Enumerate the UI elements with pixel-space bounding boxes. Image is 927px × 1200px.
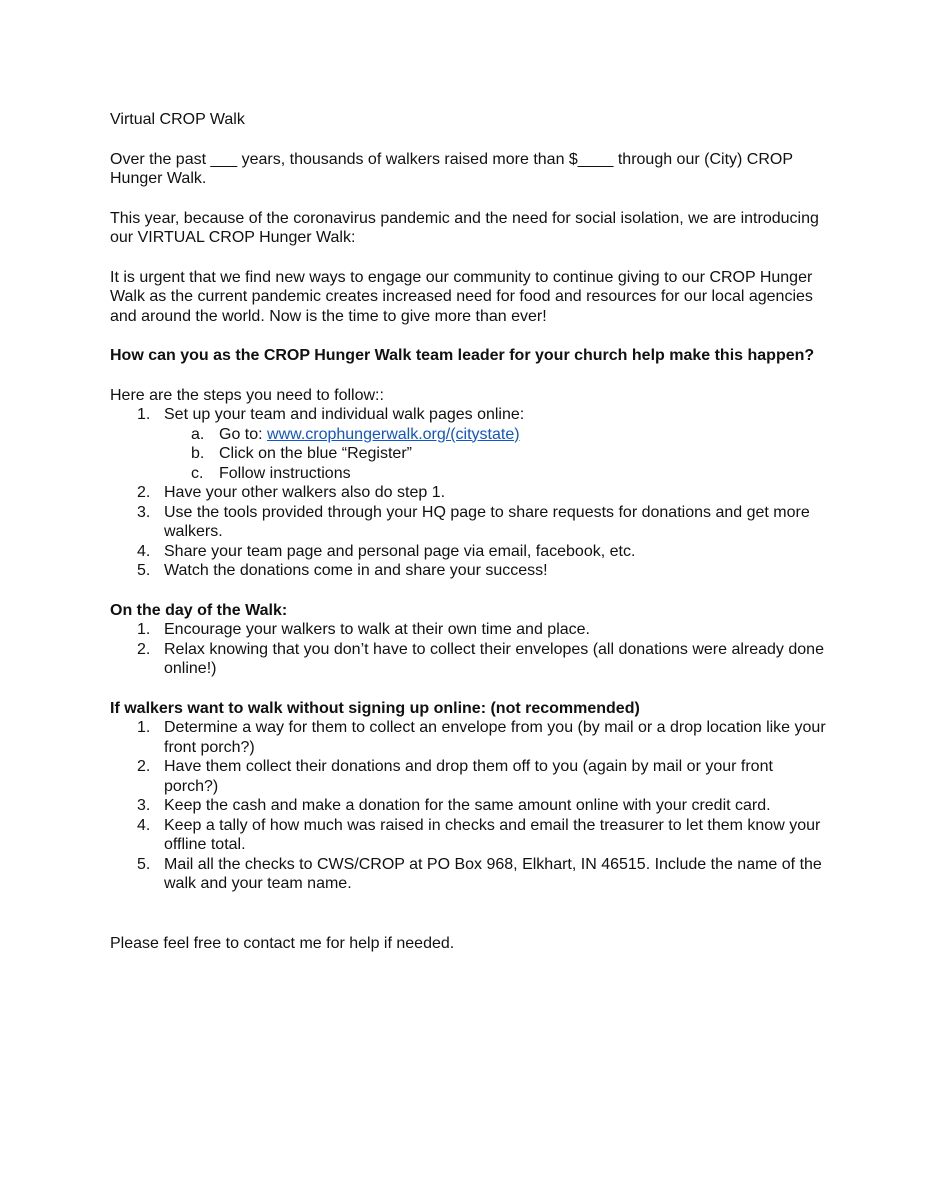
- list-number: 2.: [137, 484, 151, 501]
- list-item: [110, 718, 830, 757]
- walk-day-list: [110, 620, 830, 679]
- list-number: 2.: [137, 640, 151, 658]
- list-number: 5.: [137, 855, 151, 873]
- list-item: [110, 542, 830, 562]
- list-item-text: Share your team page and personal page via email, facebook, etc.: [164, 542, 636, 560]
- document-body: [110, 110, 830, 953]
- list-letter: b.: [191, 445, 205, 462]
- goto-label: Go to:: [219, 425, 268, 443]
- list-number: 4.: [137, 816, 151, 834]
- sub-list-item: [110, 444, 830, 464]
- crop-walk-link[interactable]: www.crophungerwalk.org/(citystate): [267, 425, 520, 443]
- list-letter: c.: [191, 464, 204, 482]
- intro-paragraph: Over the past ___ years, thousands of walkers raised more than $____ through our (City) CROP Hunger Walk.: [110, 150, 793, 187]
- offline-list: [110, 718, 830, 894]
- list-number: 3.: [137, 503, 151, 521]
- list-number: 1.: [137, 719, 151, 736]
- list-number: 3.: [137, 797, 151, 814]
- list-letter: a.: [191, 425, 205, 443]
- list-item-text: Keep a tally of how much was raised in checks and email the treasurer to let them know your offline total.: [164, 816, 821, 853]
- leader-question-heading: How can you as the CROP Hunger Walk team leader for your church help make this happen?: [110, 347, 815, 364]
- list-item-text: Keep the cash and make a donation for the same amount online with your credit card.: [164, 797, 771, 814]
- list-item-text: Set up your team and individual walk pages online:: [164, 406, 525, 423]
- list-item-text: Mail all the checks to CWS/CROP at PO Box 968, Elkhart, IN 46515. Include the name of the walk and your team name.: [164, 855, 822, 892]
- list-item: [110, 620, 830, 640]
- list-item-text: Have them collect their donations and drop them off to you (again by mail or your front porch?): [164, 758, 773, 795]
- list-item-text: Relax knowing that you don’t have to collect their envelopes (all donations were already done online!): [164, 640, 824, 677]
- walk-day-heading: On the day of the Walk:: [110, 601, 288, 619]
- sub-list-item-text: Follow instructions: [219, 464, 351, 482]
- list-item-text: Determine a way for them to collect an envelope from you (by mail or a drop location like your front porch?): [164, 719, 826, 756]
- list-item-text: Use the tools provided through your HQ page to share requests for donations and get more walkers.: [164, 503, 810, 540]
- document-title: Virtual CROP Walk: [110, 111, 245, 128]
- steps-section: [110, 386, 830, 581]
- list-number: 1.: [137, 621, 151, 638]
- list-item: [110, 483, 830, 503]
- virtual-walk-paragraph: This year, because of the coronavirus pandemic and the need for social isolation, we are introducing our VIRTUAL CROP Hunger Walk:: [110, 209, 819, 246]
- sub-list-item: [110, 425, 830, 445]
- offline-section: [110, 699, 830, 894]
- list-item: [110, 561, 830, 581]
- sub-list-item-text: [110, 425, 830, 445]
- list-item-text: Watch the donations come in and share your success!: [164, 562, 548, 579]
- list-item: [110, 640, 830, 679]
- offline-heading: If walkers want to walk without signing up online: (not recommended): [110, 699, 640, 717]
- sub-list-item: [110, 464, 830, 484]
- list-item: [110, 796, 830, 816]
- list-number: 2.: [137, 758, 151, 775]
- list-number: 4.: [137, 542, 151, 560]
- list-item: [110, 855, 830, 894]
- list-item-text: Encourage your walkers to walk at their own time and place.: [164, 621, 590, 638]
- list-number: 1.: [137, 406, 151, 423]
- list-item: [110, 503, 830, 542]
- list-number: 5.: [137, 562, 151, 579]
- steps-intro: Here are the steps you need to follow::: [110, 386, 384, 404]
- closing-line: Please feel free to contact me for help if needed.: [110, 934, 455, 952]
- sub-list-item-text: Click on the blue “Register”: [219, 445, 412, 462]
- list-item: [110, 405, 830, 425]
- list-item: [110, 816, 830, 855]
- list-item: [110, 757, 830, 796]
- list-item-text: Have your other walkers also do step 1.: [164, 484, 446, 501]
- steps-list: [110, 405, 830, 581]
- urgency-paragraph: It is urgent that we find new ways to engage our community to continue giving to our CROP Hunger Walk as the current pandemic creates increased need for food and resources for our local agencies and around the world. Now is the time to give more than ever!: [110, 268, 813, 325]
- walk-day-section: [110, 601, 830, 679]
